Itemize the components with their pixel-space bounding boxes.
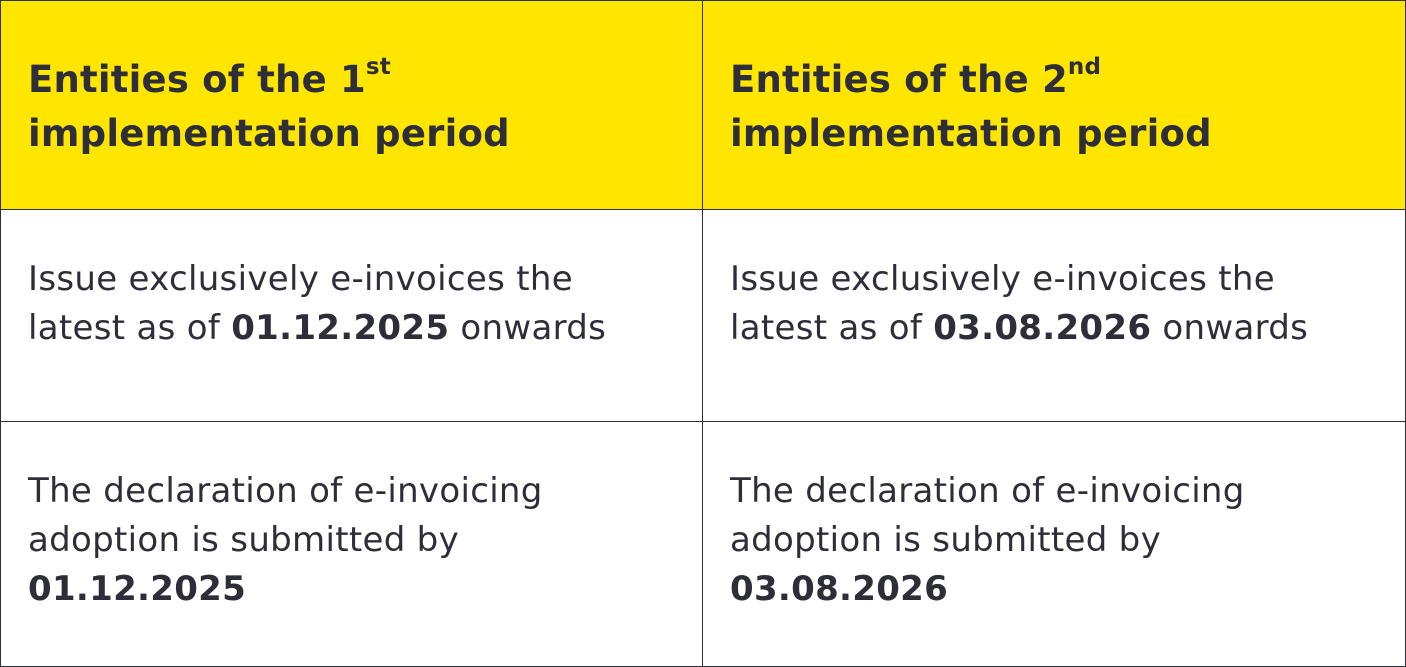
declaration-deadline-text-first: The declaration of e-invoicing adoption is submitted by 01.12.2025 <box>28 467 682 614</box>
einvoice-deadline-text-second: Issue exclusively e-invoices the latest as of 03.08.2026 onwards <box>730 259 1309 348</box>
header-cell-second-period <box>703 1 1405 210</box>
table-cell-einvoice-deadline-second <box>703 210 1405 422</box>
table-cell-declaration-deadline-second <box>703 422 1405 666</box>
header-title-first-period: Entities of the 1st implementation period <box>28 54 510 155</box>
header-cell-first-period <box>1 1 703 210</box>
declaration-deadline-text-second: The declaration of e-invoicing adoption is submitted by 03.08.2026 <box>730 467 1385 614</box>
declaration-date: 03.08.2026 <box>730 569 949 609</box>
declaration-date: 01.12.2025 <box>28 569 247 609</box>
deadline-date: 03.08.2026 <box>933 308 1152 348</box>
deadline-date: 01.12.2025 <box>231 308 450 348</box>
einvoice-deadline-text-first: Issue exclusively e-invoices the latest as of 01.12.2025 onwards <box>28 259 607 348</box>
table-cell-einvoice-deadline-first <box>1 210 703 422</box>
table-cell-declaration-deadline-first <box>1 422 703 666</box>
header-title-second-period: Entities of the 2nd implementation period <box>730 54 1212 155</box>
